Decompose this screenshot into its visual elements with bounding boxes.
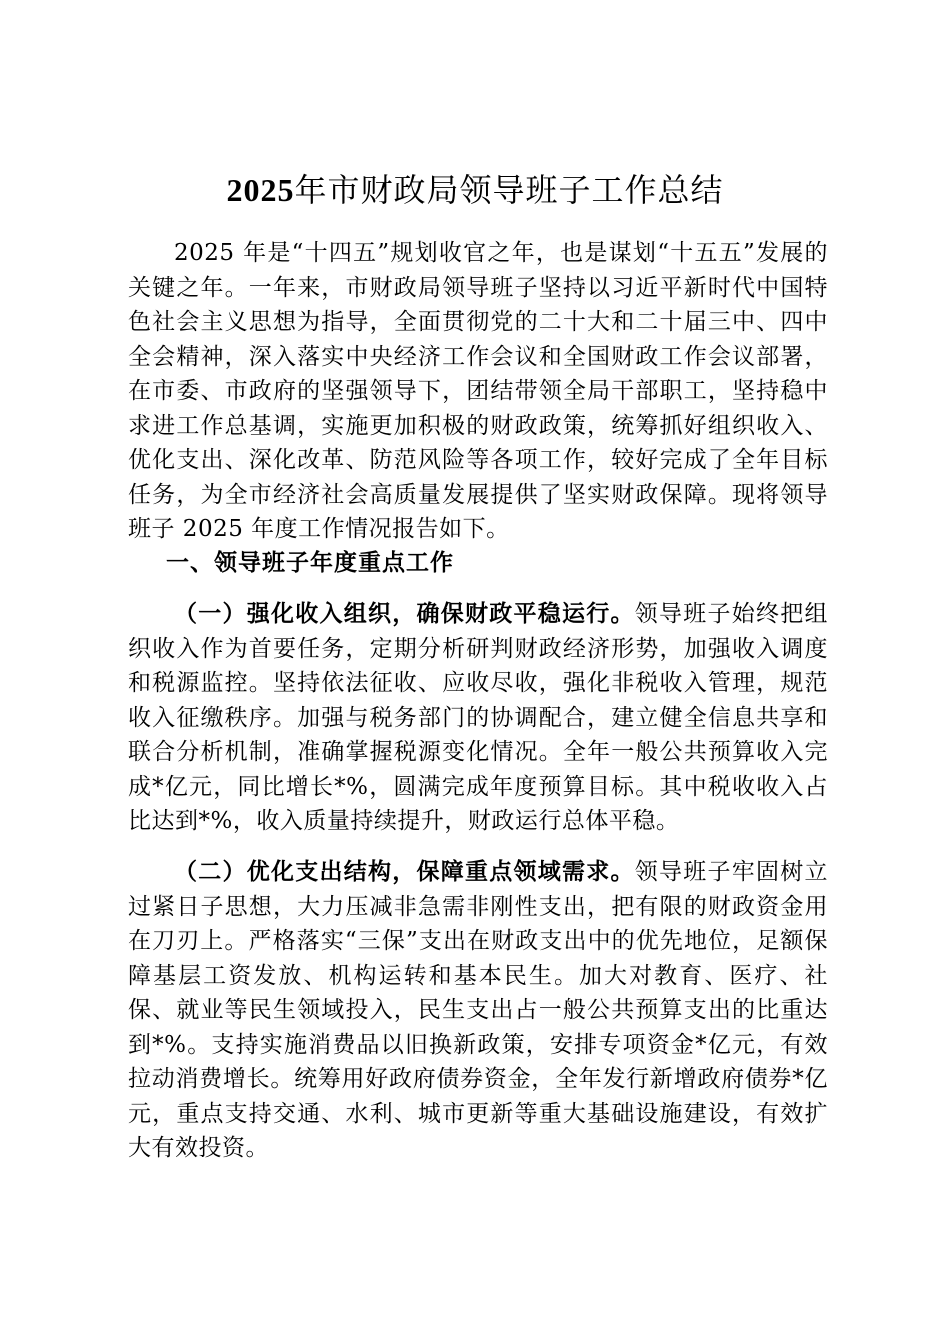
item-1-text: 领导班子始终把组织收入作为首要任务，定期分析研判财政经济形势，加强收入调度和税源监控。坚持依法征收、应收尽收，强化非税收入管理，规范收入征缴秩序。加强与税务部门的协调配合，建立健全信息共享和联合分析机制，准确掌握税源变化情况。全年一般公共预算收入完成*亿元，同比增长*%，圆满完成年度预算目标。其中税收收入占比达到*%，收入质量持续提升，财政运行总体平稳。: [128, 601, 828, 834]
item-2-paragraph: [128, 855, 828, 1166]
item-2-lead: （二）优化支出结构，保障重点领域需求。: [174, 858, 635, 885]
title-year: 2025: [226, 172, 295, 208]
title-text: 年市财政局领导班子工作总结: [294, 171, 724, 209]
item-2-text: 领导班子牢固树立过紧日子思想，大力压减非急需非刚性支出，把有限的财政资金用在刀刃上。严格落实“三保”支出在财政支出中的优先地位，足额保障基层工资发放、机构运转和基本民生。加大对教育、医疗、社保、就业等民生领域投入，民生支出占一般公共预算支出的比重达到*%。支持实施消费品以旧换新政策，安排专项资金*亿元，有效拉动消费增长。统筹用好政府债券资金，全年发行新增政府债券*亿元，重点支持交通、水利、城市更新等重大基础设施建设，有效扩大有效投资。: [128, 859, 828, 1161]
section-1-heading: 一、领导班子年度重点工作: [166, 549, 454, 576]
item-1-lead: （一）强化收入组织，确保财政平稳运行。: [174, 600, 635, 627]
item-1-paragraph: [128, 597, 828, 839]
document-title: [0, 168, 950, 212]
intro-paragraph: 2025 年是“十四五”规划收官之年，也是谋划“十五五”发展的关键之年。一年来，市财政局领导班子坚持以习近平新时代中国特色社会主义思想为指导，全面贯彻党的二十大和二十届三中、四中全会精神，深入落实中央经济工作会议和全国财政工作会议部署，在市委、市政府的坚强领导下，团结带领全局干部职工，坚持稳中求进工作总基调，实施更加积极的财政政策，统筹抓好组织收入、优化支出、深化改革、防范风险等各项工作，较好完成了全年目标任务，为全市经济社会高质量发展提供了坚实财政保障。现将领导班子 2025 年度工作情况报告如下。: [128, 240, 828, 542]
